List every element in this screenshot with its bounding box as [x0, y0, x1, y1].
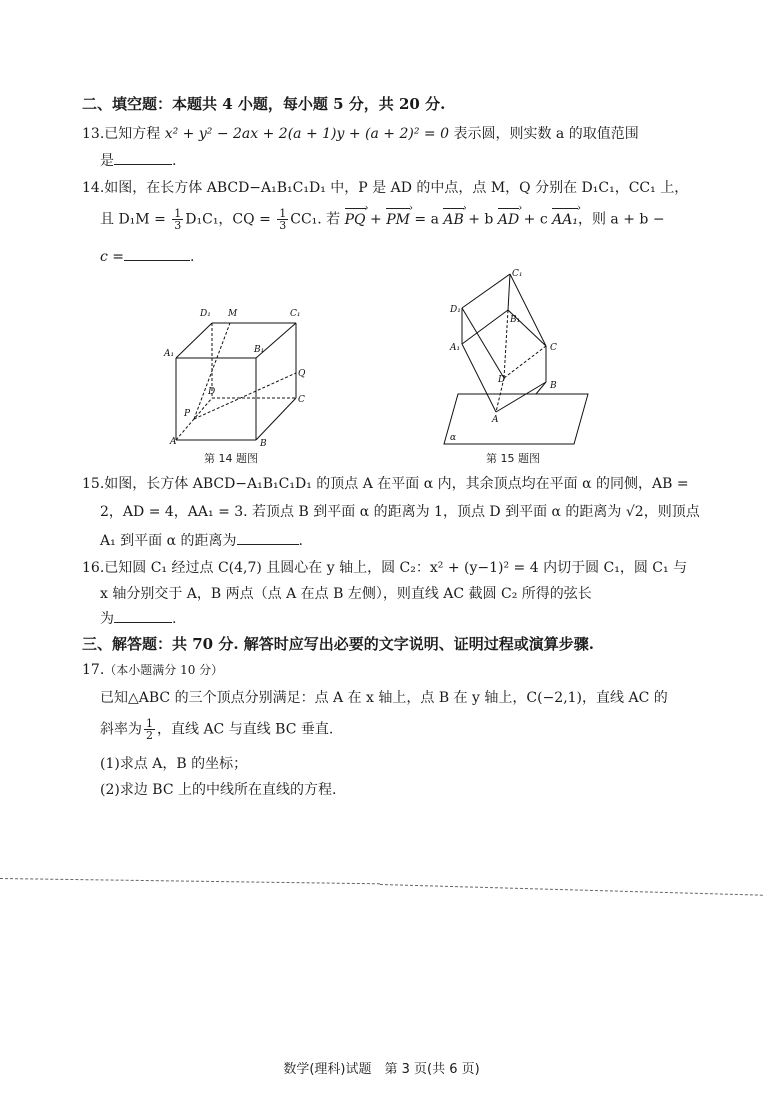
q14-and: 且 D₁M =: [100, 211, 166, 228]
q16-line1: 已知圆 C₁ 经过点 C(4,7) 且圆心在 y 轴上，圆 C₂：x² + (y−1)² = 4 内切于圆 C₁，圆 C₁ 与: [104, 560, 688, 576]
q14-eq: = a: [414, 211, 439, 228]
q14-line3-text: c =: [100, 249, 125, 265]
figure-14-cuboid: [160, 298, 350, 448]
vector-pm: PM ›: [386, 210, 410, 230]
fig14-label-m: M: [228, 309, 238, 319]
q13-line2: 是 .: [100, 150, 176, 171]
q13-post: 表示圆，则实数 a 的取值范围: [449, 126, 639, 142]
question-16: [82, 558, 687, 578]
section-3-title: 三、解答题：共 70 分. 解答时应写出必要的文字说明、证明过程或演算步骤.: [82, 635, 594, 653]
fig15-label-alpha: α: [450, 433, 457, 443]
q17-number: 17.: [82, 662, 105, 678]
fig15-label-a: A: [492, 415, 499, 425]
figure-15-tilted-cuboid: [438, 266, 598, 450]
q17-line1: 已知△ABC 的三个顶点分别满足：点 A 在 x 轴上，点 B 在 y 轴上，C(−2,1)，直线 AC 的: [100, 690, 668, 706]
q16-line3: 为 .: [100, 608, 176, 629]
fold-line-left: [0, 878, 380, 884]
q17-slope-fraction: $\frac{1}{2}$: [146, 717, 153, 742]
q15-line3: A₁ 到平面 α 的距离为 .: [100, 530, 303, 551]
q15-number: 15.: [82, 476, 105, 492]
q16-answer-blank: [114, 608, 172, 623]
q14-tail: ，则 a + b −: [577, 211, 665, 228]
fig14-label-a1: A₁: [164, 349, 175, 359]
q14-p2: + b: [468, 211, 494, 228]
section-2-title: 二、填空题：本题共 4 小题，每小题 5 分，共 20 分.: [82, 95, 446, 113]
q14-mid1: D₁C₁，CQ =: [185, 211, 271, 228]
question-14: [82, 178, 688, 198]
figure-14-caption: 第 14 题图: [204, 452, 258, 465]
q13-answer-blank: [114, 150, 172, 165]
q14-mid2: CC₁. 若: [290, 211, 341, 228]
vector-ab: AB ›: [443, 210, 463, 230]
fig15-label-b: B: [550, 381, 557, 391]
fig15-label-c1: C₁: [512, 269, 523, 279]
question-13: [82, 124, 639, 144]
q16-line3-text: 为: [100, 611, 114, 627]
fold-line-right: [380, 884, 763, 896]
fig14-label-b: B: [260, 439, 267, 448]
q13-pre: 已知方程: [104, 126, 165, 142]
fig14-label-d: D: [208, 387, 216, 397]
q17-line2: [100, 718, 333, 741]
q13-number: 13.: [82, 126, 105, 142]
fig15-label-c: C: [550, 343, 557, 353]
fig14-label-c: C: [298, 395, 305, 405]
fig14-label-a: A: [170, 437, 177, 447]
fig14-label-c1: C₁: [290, 309, 301, 319]
q14-line3: c = .: [100, 246, 194, 267]
fig15-label-b1: B₁: [510, 315, 521, 325]
q14-line2: [100, 208, 665, 231]
q14-line1: 如图，在长方体 ABCD−A₁B₁C₁D₁ 中，P 是 AD 的中点，点 M，Q 分别在 D₁C₁，CC₁ 上，: [104, 180, 689, 196]
q13-line2-text: 是: [100, 153, 114, 169]
q15-line1: 如图，长方体 ABCD−A₁B₁C₁D₁ 的顶点 A 在平面 α 内，其余顶点均在平面 α 的同侧，AB =: [104, 476, 689, 492]
question-15: [82, 474, 689, 494]
question-17: [82, 660, 223, 680]
q17-part1: (1)求点 A，B 的坐标；: [100, 756, 248, 772]
q14-number: 14.: [82, 180, 105, 196]
q14-plus: +: [370, 211, 382, 228]
vector-aa1: AA₁ ›: [552, 210, 578, 230]
vector-pq: PQ ›: [345, 210, 366, 230]
fig14-label-p: P: [184, 409, 191, 419]
q14-fraction-1: $\frac{1}{3}$: [174, 207, 182, 232]
fig14-label-b1: B₁: [254, 345, 265, 355]
q17-score-note: （本小题满分 10 分）: [104, 663, 224, 677]
q14-answer-blank: [124, 246, 190, 261]
fig14-label-d1: D₁: [200, 309, 211, 319]
q15-line2: 2，AD = 4，AA₁ = 3. 若顶点 B 到平面 α 的距离为 1，顶点 D 到平面 α 的距离为 √2，则顶点: [100, 504, 700, 520]
fig14-label-q: Q: [298, 369, 306, 379]
vector-ad: AD ›: [498, 210, 519, 230]
q15-answer-blank: [237, 530, 299, 545]
fig15-label-d: D: [498, 375, 506, 385]
fig15-label-a1: A₁: [450, 343, 461, 353]
q15-line3-text: A₁ 到平面 α 的距离为: [100, 533, 237, 549]
q13-equation: x² + y² − 2ax + 2(a + 1)y + (a + 2)² = 0: [164, 126, 450, 142]
fig15-label-d1: D₁: [450, 305, 461, 315]
q14-p3: + c: [523, 211, 548, 228]
q17-slope-pre: 斜率为: [100, 721, 142, 738]
q16-number: 16.: [82, 560, 105, 576]
q17-part2: (2)求边 BC 上的中线所在直线的方程.: [100, 782, 337, 798]
q16-line2: x 轴分别交于 A，B 两点（点 A 在点 B 左侧），则直线 AC 截圆 C₂ 所得的弦长: [100, 586, 592, 602]
figure-15-caption: 第 15 题图: [486, 452, 540, 465]
page-footer: 数学(理科)试题 第 3 页(共 6 页): [283, 1062, 480, 1077]
q14-fraction-2: $\frac{1}{3}$: [279, 207, 287, 232]
q17-slope-post: ，直线 AC 与直线 BC 垂直.: [157, 721, 334, 738]
